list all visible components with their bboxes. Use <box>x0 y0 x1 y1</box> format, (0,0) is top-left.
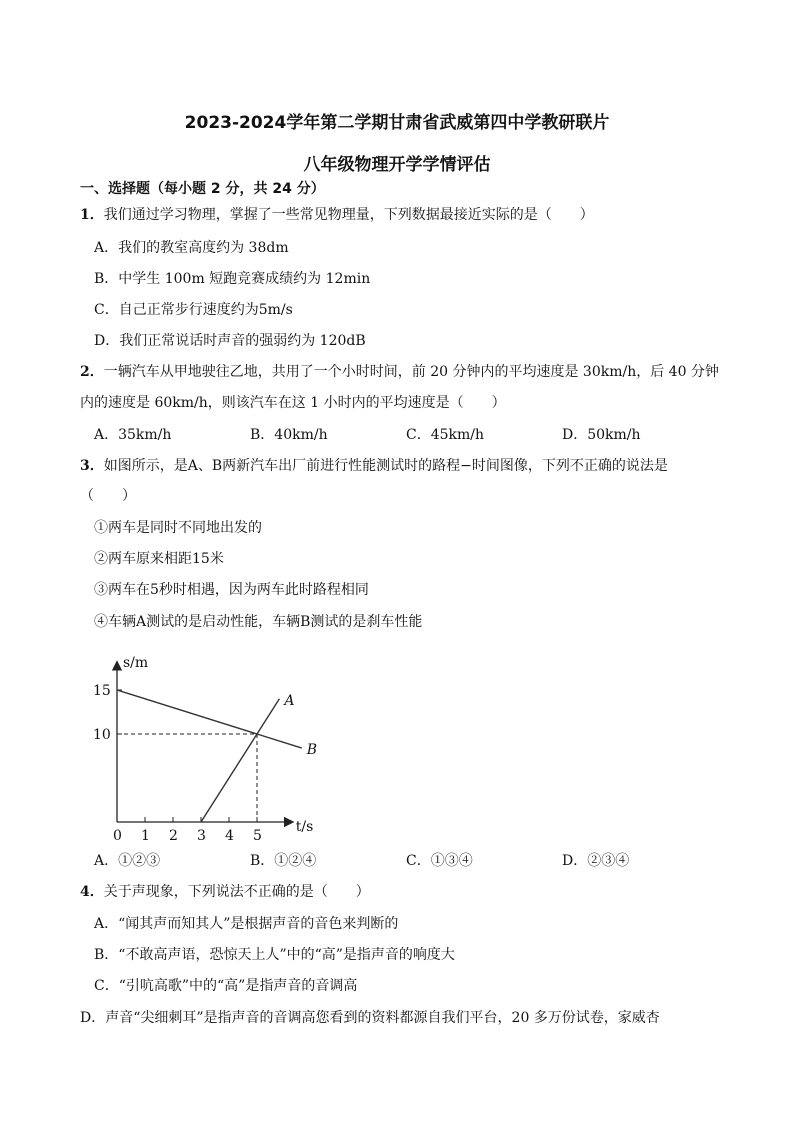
q2-option-c: C．45km/h <box>406 427 485 443</box>
q4-option-c: C．“引吭高歌”中的“高”是指声音的音调高 <box>94 978 358 994</box>
y-axis-label: s/m <box>123 654 149 671</box>
q3-statement-1: ①两车是同时不同地出发的 <box>94 520 262 536</box>
question-number: 1． <box>80 207 104 223</box>
x-tick-label: 1 <box>141 828 150 844</box>
y-tick-label: 10 <box>93 727 111 743</box>
question-4-stem <box>80 882 370 902</box>
q2-option-b: B．40km/h <box>250 427 328 443</box>
question-number: 3． <box>80 458 104 474</box>
q2-option-d: D．50km/h <box>562 427 641 443</box>
paper-title-line1: 2023-2024学年第二学期甘肃省武威第四中学教研联片 <box>184 113 610 133</box>
q1-option-a: A．我们的教室高度约为 38dm <box>94 240 289 256</box>
x-tick-label: 2 <box>169 828 178 844</box>
x-axis-label: t/s <box>295 819 314 835</box>
q4-option-d: D．声音“尖细刺耳”是指声音的音调高您看到的资料都源自我们平台，20 多万份试卷，家威杏 <box>80 1010 660 1026</box>
q4-option-a: A．“闻其声而知其人”是根据声音的音色来判断的 <box>94 916 399 932</box>
question-text: 关于声现象，下列说法不正确的是（ ） <box>103 884 370 900</box>
series-line-A <box>201 699 279 822</box>
question-text: 一辆汽车从甲地驶往乙地，共用了一个小时时间，前 20 分钟内的平均速度是 30km/h，后 40 分钟 <box>103 364 719 380</box>
question-number: 2． <box>80 364 104 380</box>
q4-option-b: B．“不敢高声语，恐惊天上人”中的“高”是指声音的响度大 <box>94 947 455 963</box>
q1-option-b: B．中学生 100m 短跑竞赛成绩约为 12min <box>94 271 371 287</box>
question-3-stem-line2: （ ） <box>80 488 136 504</box>
q3-statement-2: ②两车原来相距15米 <box>94 551 224 567</box>
series-line-B <box>117 690 302 748</box>
series-label-A: A <box>284 692 295 709</box>
q1-option-c: C．自己正常步行速度约为5m/s <box>94 302 293 318</box>
q3-option-d: D．②③④ <box>562 853 630 869</box>
q3-option-b: B．①②④ <box>250 853 317 869</box>
q3-statement-3: ③两车在5秒时相遇，因为两车此时路程相同 <box>94 582 369 598</box>
section-heading: 一、选择题（每小题 2 分，共 24 分） <box>80 181 325 197</box>
question-3-stem-line1 <box>80 456 668 476</box>
y-tick-label: 15 <box>93 683 111 699</box>
question-text: 如图所示，是A、B两新汽车出厂前进行性能测试时的路程−时间图像，下列不正确的说法是 <box>103 458 668 474</box>
q3-option-a: A．①②③ <box>94 853 161 869</box>
question-1-stem <box>80 205 594 225</box>
question-number: 4． <box>80 884 104 900</box>
x-tick-label: 5 <box>253 828 262 844</box>
x-tick-label: 4 <box>225 828 234 844</box>
q1-option-d: D．我们正常说话时声音的强弱约为 120dB <box>94 333 366 349</box>
x-tick-label: 3 <box>197 828 206 844</box>
paper-title-line2: 八年级物理开学学情评估 <box>303 155 491 175</box>
series-label-B: B <box>306 742 318 759</box>
q3-statement-4: ④车辆A测试的是启动性能，车辆B测试的是刹车性能 <box>94 614 423 630</box>
question-2-stem-line2: 内的速度是 60km/h，则该汽车在这 1 小时内的平均速度是（ ） <box>80 395 506 411</box>
x-tick-label: 0 <box>113 828 122 844</box>
q2-option-a: A．35km/h <box>94 427 172 443</box>
question-2-stem-line1 <box>80 362 719 382</box>
question-text: 我们通过学习物理，掌握了一些常见物理量，下列数据最接近实际的是（ ） <box>103 207 594 223</box>
q3-option-c: C．①③④ <box>406 853 473 869</box>
